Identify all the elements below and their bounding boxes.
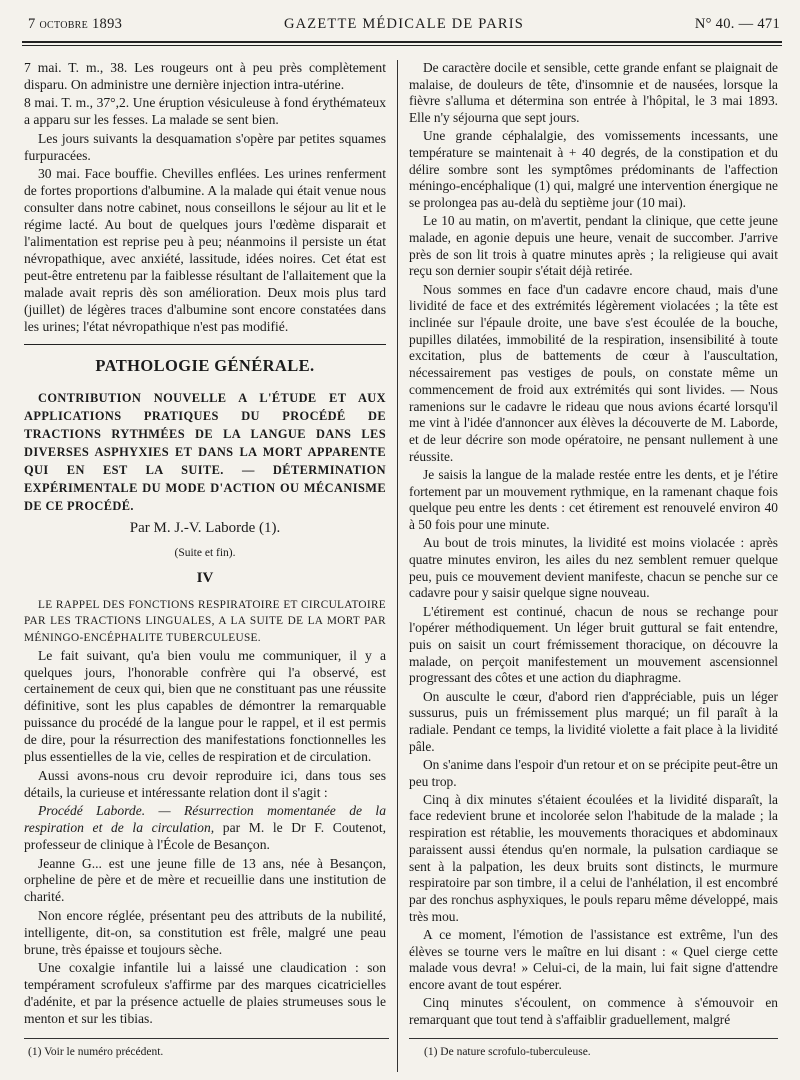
paragraph: 7 mai. T. m., 38. Les rougeurs ont à peu près complètement disparu. On administre une dernière injection intra-utérine. [24,60,386,92]
paragraph: Nous sommes en face d'un cadavre encore chaud, mais d'une lividité de face et des extrémités légèrement violacées ; la tête est inclinée sur l'épaule droite, une bave s'est écoulée de la bouche, pupilles dilatées, immobilité de la respiration, insensibilité à toute excitation, plus de battements de cœur à l'auscultation, nécessairement pas vestiges de pouls, on constate même un commencement de froid aux extrémités qui sont livides. — Nous ramenions sur le cadavre le rideau que nous avions écarté lorsqu'il me vint à l'idée d'annoncer aux élèves la découverte de M. Laborde, et de leur décrire son mode opératoire, ne pensant nullement à une réussite. [409,281,778,464]
paragraph: Les jours suivants la desquamation s'opère par petites squames furpuracées. [24,130,386,163]
paragraph: On ausculte le cœur, d'abord rien d'appréciable, puis un léger sussurus, puis un frémissement plus marqué; un fil paraît à la radiale. Pendant ce temps, la lividité violette a fait place à la lividité pâle. [409,688,778,754]
paragraph: 30 mai. Face bouffie. Chevilles enflées. Les urines renferment de fortes proportions d'albumine. A la malade qui était venue nous consulter dans notre cabinet, nous conseillons le séjour au lit et le régime lacté. Au bout de quelques jours l'œdème disparait et l'alimentation est reprise peu à peu; néanmoins il persiste un état névropathique, avec anxiété, lassitude, idées noires. Cet état est peut-être entretenu par la faiblesse résultant de l'allaitement que la malade avait repris dès son amélioration. Deux mois plus tard (juillet) de légères traces d'albumine sont encore constatées dans les urines; l'état névropathique n'est pas modifié. [24,166,386,334]
paragraph: Le fait suivant, qu'a bien voulu me communiquer, il y a quelques jours, l'honorable confrère qui l'a observé, est certainement de ceux qui, bien que ne constituant pas une réussite définitive, sont les plus capables de démontrer la remarquable puissance du procédé de la langue pour le rappel, et il est permis de dire, pour la résurrection des manifestations fonctionnelles les plus essentielles de la vie, celles de respiration et de circulation. [24,647,386,765]
paragraph: Le 10 au matin, on m'avertit, pendant la clinique, que cette jeune malade, en agonie depuis une heure, venait de succomber. J'arrive près de son lit trois à quatre minutes après ; la religieuse qui avait reçu son dernier soupir s'était déjà retirée. [409,213,778,279]
page-header [28,16,780,38]
paragraph: Je saisis la langue de la malade restée entre les dents, et je l'étire fortement par un mouvement rythmique, en la ramenant chaque fois quelque peu entre les dents : cet étirement est renouvelé environ 40 à 50 fois pour une minute. [409,466,778,532]
chapter-heading: LE RAPPEL DES FONCTIONS RESPIRATOIRE ET CIRCULATOIRE PAR LES TRACTIONS LINGUALES, A LA SUITE DE LA MORT PAR MÉNINGO-ENCÉPHALITE TUBERCULEUSE. [24,598,386,644]
paragraph: On s'anime dans l'espoir d'un retour et on se précipite peut-être un peu trop. [409,756,778,789]
section-title: PATHOLOGIE GÉNÉRALE. [95,355,315,375]
paragraph: Une coxalgie infantile lui a laissé une claudication : son tempérament scrofuleux s'affirme par des marques cicatricielles d'adénite, et par la présence actuelle de plaies strumeuses sous le menton et sur les tibias. [24,960,386,1027]
issue-date: 7 octobre 1893 [28,16,123,32]
left-column [24,60,386,1030]
paragraph: A ce moment, l'émotion de l'assistance est extrême, l'un des élèves se tourne vers le maître en lui disant : « Quel cierge cette malade vous devra! » Celui-ci, de la main, lui fait signe d'attendre encore avant de tout espérer. [409,926,778,992]
case-caption [24,803,386,854]
paragraph: De caractère docile et sensible, cette grande enfant se plaignait de malaise, de douleurs de tête, d'insomnie et de nausées, lorsque la fièvre s'alluma et détermina son entrée à l'hôpital, le 3 mai 1893. Elle n'y séjourna que sept jours. [409,60,778,126]
page-number: N° 40. — 471 [694,16,780,32]
article-title: CONTRIBUTION NOUVELLE A L'ÉTUDE ET AUX APPLICATIONS PRATIQUES DU PROCÉDÉ DE TRACTIONS RYTHMÉES DE LA LANGUE DANS LES DIVERSES ASPHYXIES ET DANS LA MORT APPARENTE QUI EN EST LA SUITE. — DÉTERMINATION EXPÉRIMENTALE DU MODE D'ACTION OU MÉCANISME DE CE PROCÉDÉ. [24,390,386,513]
right-column [409,60,778,1030]
section-rule [24,344,386,345]
paragraph: Non encore réglée, présentant peu des attributs de la nubilité, intelligente, dit-on, sa constitution est frêle, malgré une peau brune, très épaisse et toujours sèche. [24,907,386,957]
article-author: Par M. J.-V. Laborde (1). [129,519,281,536]
case-caption-rest: par M. le Dr F. Coutenot, professeur de clinique à l'École de Besançon. [24,820,387,853]
paragraph: Une grande céphalalgie, des vomissements incessants, une température se maintenait à + 40 degrés, de la constipation et du délire sombre sont les symptômes prédominants de l'affection méningo-encéphalique (1) qui, malgré une intervention énergique ne se prolongea pas au-delà du septième jour (10 mai). [409,128,778,211]
header-rule [22,41,782,46]
journal-title: GAZETTE MÉDICALE DE PARIS [283,16,525,32]
paragraph: Aussi avons-nous cru devoir reproduire ici, dans tous ses détails, la curieuse et intéressante relation dont il s'agit : [24,767,386,800]
paragraph: Cinq à dix minutes s'étaient écoulées et la lividité disparaît, la face redevient brune et incolorée selon l'habitude de la malade ; la respiration est rétablie, les mouvements thoraciques et abdominaux paraissent aussi étendus qu'en normale, la pulsation cardiaque se sent à la palpation, les deux bruits sont distincts, le murmure respiratoire par son timbre, il a celui de l'anhélation, il est encombré par des ronchus asphyxiques, le pouls reparu même développé, mais très mou. [409,791,778,924]
footnote: (1) De nature scrofulo-tuberculeuse. [424,1046,591,1058]
footnote-rule [409,1038,778,1039]
paragraph: Cinq minutes s'écoulent, on commence à s'émouvoir en remarquant que tout tend à s'affaiblir graduellement, malgré [409,995,778,1027]
continuation-note: (Suite et fin). [174,546,236,559]
paragraph: Au bout de trois minutes, la lividité est moins violacée : après quatre minutes environ, les ailes du nez semblent remuer quelque peu, puis ce mouvement devient manifeste, chacun se penche sur ce cadavre pour y saisir quelque signe nouveau. [409,535,778,601]
footnote-rule [24,1038,389,1039]
paragraph: L'étirement est continué, chacun de nous se rechange pour l'opérer méthodiquement. Un léger bruit guttural se fait entendre, puis on saisit un court frémissement thoracique, on découvre la malade, on perçoit manifestement un mouvement ascensionnel progressant des côtes et une action du diaphragme. [409,603,778,686]
paragraph: 8 mai. T. m., 37°,2. Une éruption vésiculeuse à fond érythémateux a apparu sur les fesses. La malade se sent bien. [24,95,386,128]
column-divider [397,60,398,1072]
paragraph: Jeanne G... est une jeune fille de 13 ans, née à Besançon, orpheline de père et de mère et recueillie dans une institution de charité. [24,855,386,905]
chapter-number: IV [196,569,214,586]
case-caption-italic: Procédé Laborde. — Résurrection momentanée de la respiration et de la circulation, [24,803,386,836]
footnote: (1) Voir le numéro précédent. [28,1046,164,1058]
